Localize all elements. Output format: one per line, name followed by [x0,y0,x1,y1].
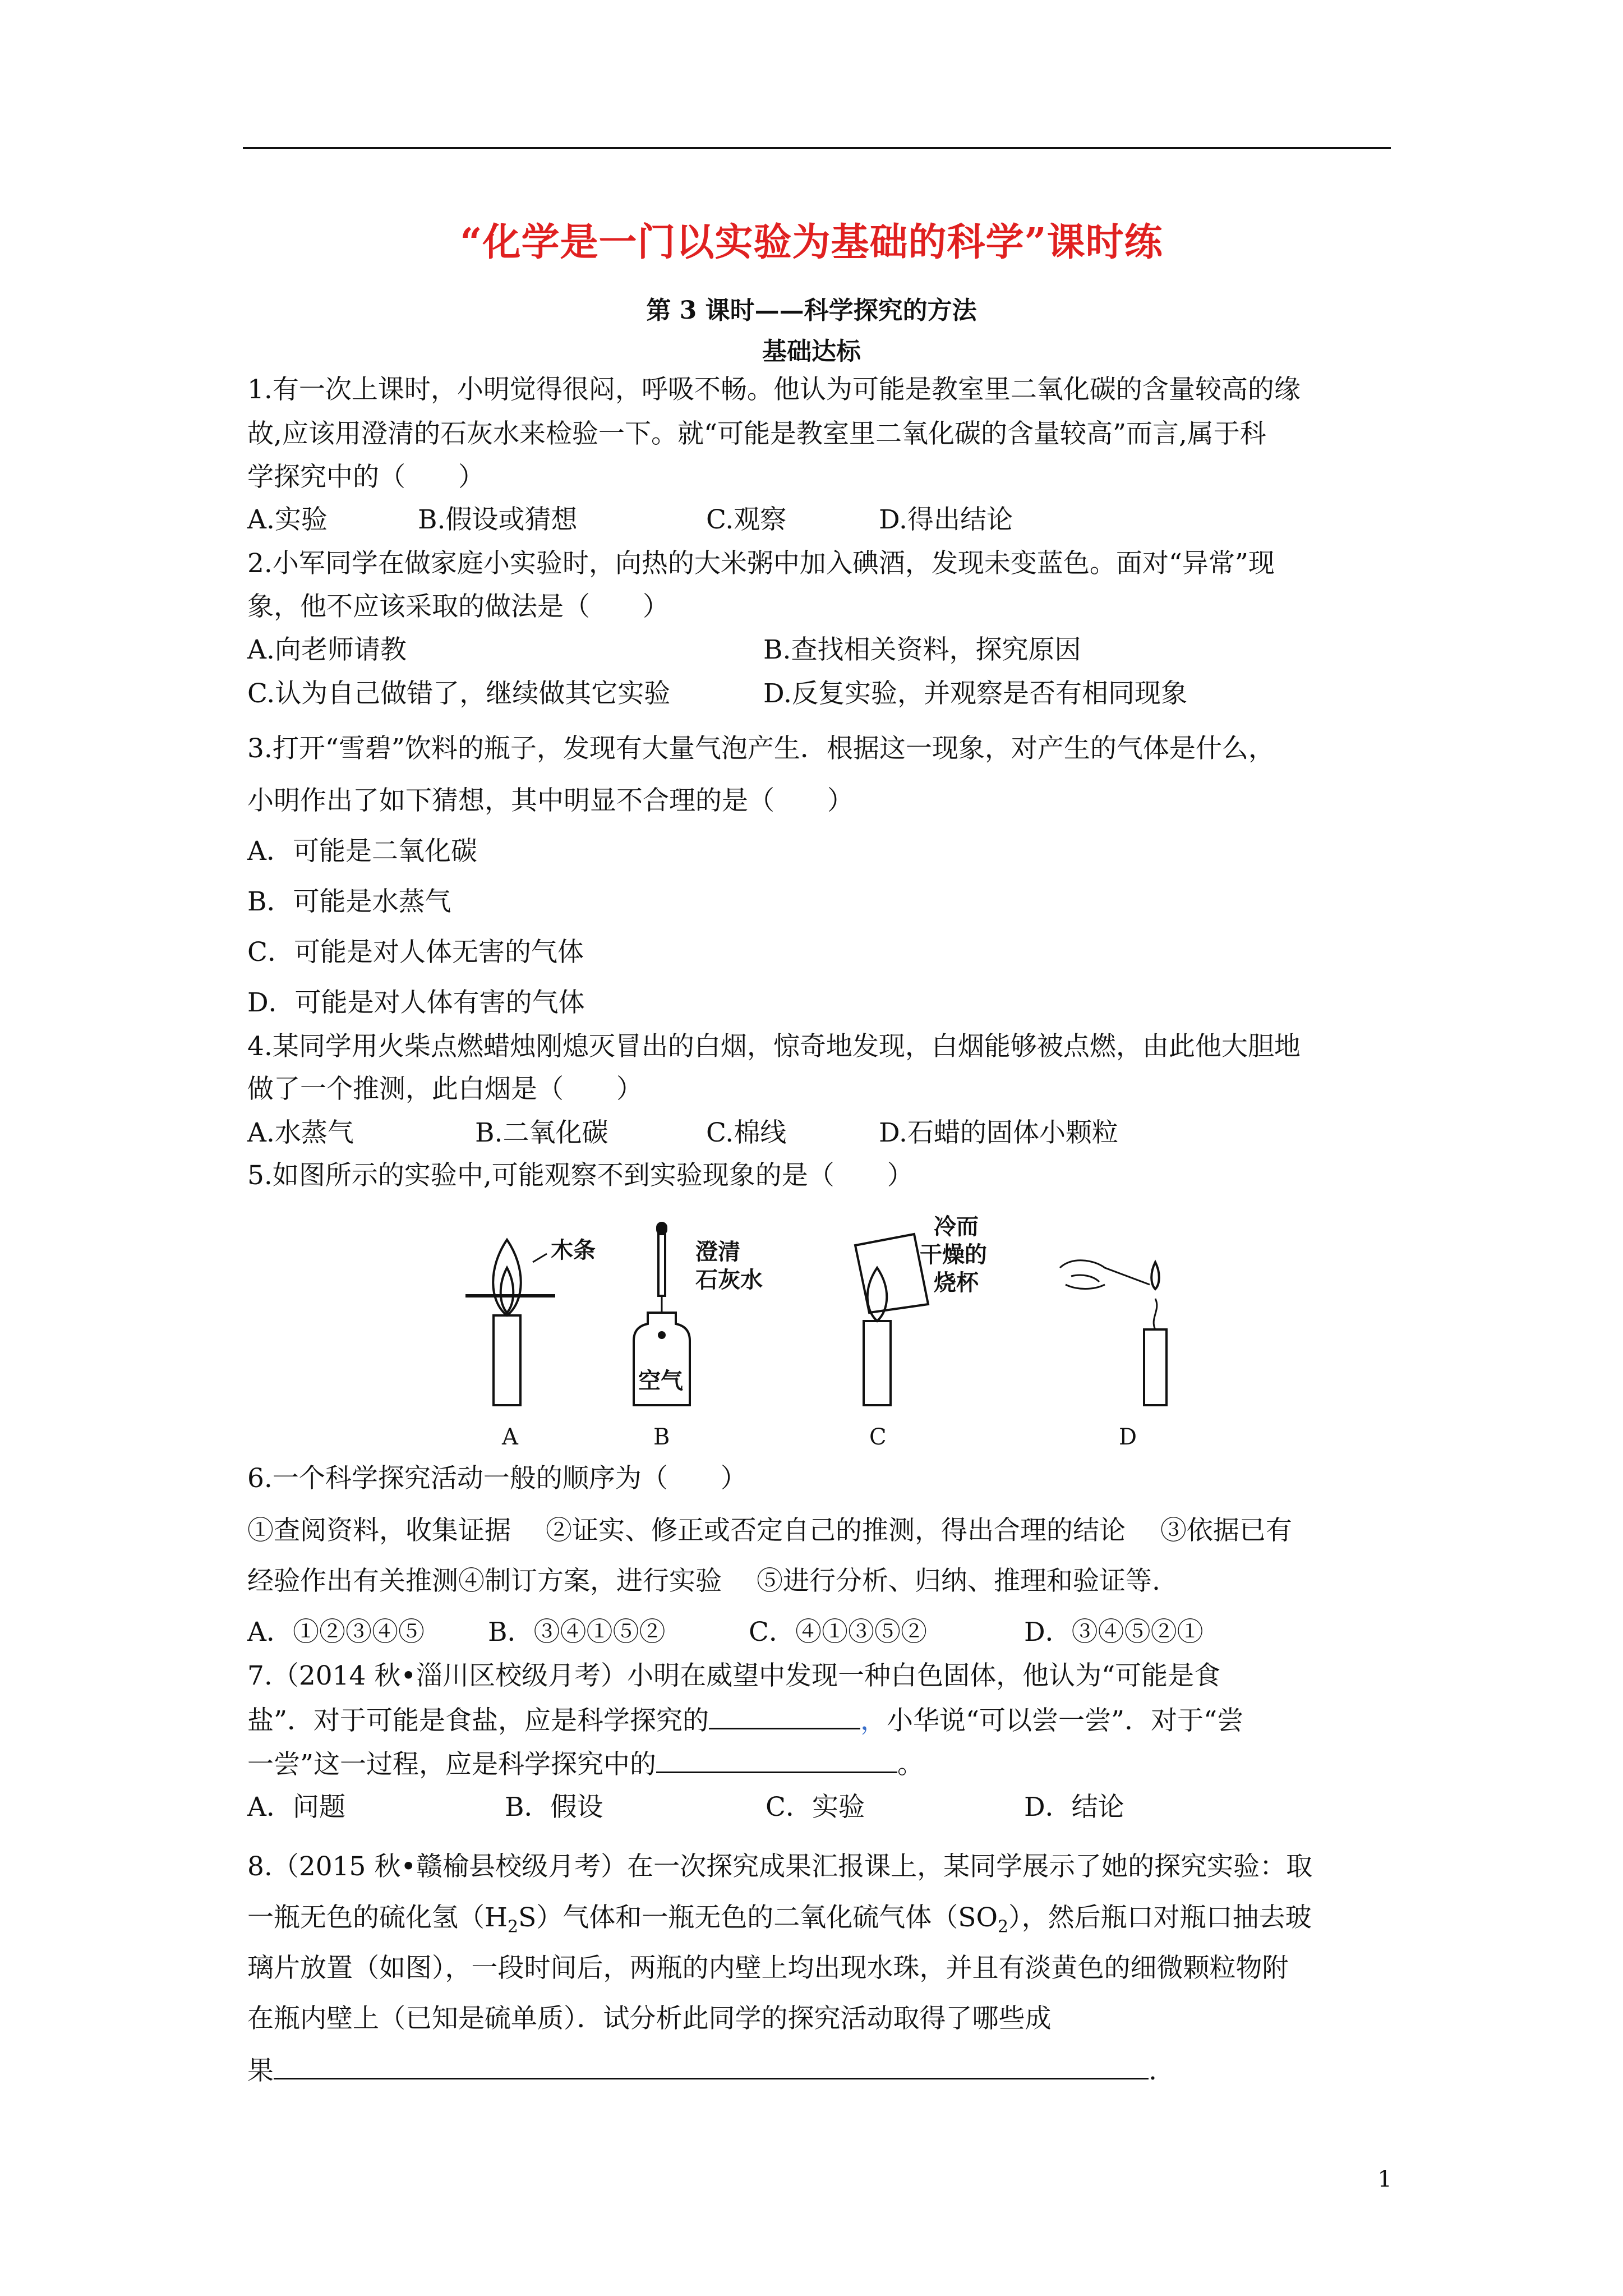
q8-line5: 果 . [247,2053,1157,2088]
q6-option-c: C．④①③⑤② [749,1617,927,1648]
q8-line2: 一瓶无色的硫化氢$(H_2S)$气体和一瓶无色的二氧化硫气体$(SO_2)$，然后瓶口对瓶口抽去玻 [247,1902,1312,1937]
label-limewater-2: 石灰水 [695,1268,763,1292]
lesson-subtitle: 第 3 课时——科学探究的方法 [646,296,977,325]
q8-line1: 8.（2015 秋•赣榆县校级月考）在一次探究成果汇报课上，某同学展示了她的探究实验：取 [247,1851,1313,1882]
q7-blank-1[interactable] [709,1703,860,1729]
figure-d [1060,1260,1166,1405]
figure-letter-b: B [653,1424,670,1450]
page-title: “化学是一门以实验为基础的科学”课时练 [460,220,1163,265]
figure-c [855,1234,928,1405]
q2-option-a: A.向老师请教 [247,634,407,665]
q8-line3: 璃片放置（如图），一段时间后，两瓶的内壁上均出现水珠，并且有淡黄色的细微颗粒物附 [247,1953,1289,1984]
q1-line2: 故,应该用澄清的石灰水来检验一下。就“可能是教室里二氧化碳的含量较高”而言,属于科 [247,418,1266,449]
experiment-figure [426,1206,1239,1453]
q6-option-b: B．③④①⑤② [488,1617,666,1648]
hand-icon [1060,1260,1150,1289]
smoke-icon [1154,1299,1157,1329]
q6-option-a: A．①②③④⑤ [247,1617,425,1648]
q3-option-a: A．可能是二氧化碳 [247,836,477,867]
label-wooden-stick: 木条 [551,1238,596,1263]
q4-option-a: A.水蒸气 [247,1117,354,1148]
q4-option-b: B.二氧化碳 [475,1117,608,1148]
q5-line1: 5.如图所示的实验中,可能观察不到实验现象的是（ ） [247,1160,914,1191]
q4-option-d: D.石蜡的固体小颗粒 [879,1117,1118,1148]
label-beaker-2: 干燥的 [920,1243,987,1267]
q6-line3: 经验作出有关推测④制订方案，进行实验 ⑤进行分析、归纳、推理和验证等. [247,1566,1160,1596]
q4-option-c: C.棉线 [706,1117,787,1148]
q2-line1: 2.小军同学在做家庭小实验时，向热的大米粥中加入碘酒，发现未变蓝色。面对“异常”现 [247,548,1275,579]
q4-line1: 4.某同学用火柴点燃蜡烛刚熄灭冒出的白烟，惊奇地发现，白烟能够被点燃，由此他大胆地 [247,1031,1301,1062]
q1-option-a: A.实验 [247,504,328,535]
label-beaker-3: 烧杯 [934,1271,979,1295]
page-number: 1 [1377,2166,1392,2192]
q6-line1: 6.一个科学探究活动一般的顺序为（ ） [247,1463,747,1494]
candle-c-icon [864,1321,891,1405]
label-air: 空气 [638,1369,683,1393]
q4-line2: 做了一个推测，此白烟是（ ） [247,1074,643,1105]
figure-letter-d: D [1119,1424,1137,1450]
q2-option-d: D.反复实验，并观察是否有相同现象 [763,678,1187,709]
q7-option-b: B．假设 [505,1792,603,1823]
q2-option-c: C.认为自己做错了，继续做其它实验 [247,678,671,709]
q1-option-d: D.得出结论 [879,504,1013,535]
figure-a [465,1240,555,1405]
q3-option-b: B．可能是水蒸气 [247,886,451,917]
beaker-icon [855,1234,928,1313]
dropper-bulb-icon [657,1223,666,1234]
q7-line2: 盐”．对于可能是食盐，应是科学探究的 ，小华说“可以尝一尝”．对于“尝 [247,1703,1243,1738]
label-limewater-1: 澄清 [695,1240,740,1264]
q3-option-c: C．可能是对人体无害的气体 [247,937,584,968]
q8-answer-blank[interactable] [274,2053,1149,2079]
q1-option-c: C.观察 [706,504,787,535]
q7-option-a: A．问题 [247,1792,345,1823]
label-beaker-1: 冷而 [934,1214,979,1239]
q7-option-c: C．实验 [766,1792,865,1823]
q2-line2: 象，他不应该采取的做法是（ ） [247,591,669,622]
q7-option-d: D．结论 [1024,1792,1124,1823]
figure-letter-c: C [869,1424,887,1450]
q2-option-b: B.查找相关资料，探究原因 [763,634,1081,665]
header-rule [243,147,1391,149]
q3-line2: 小明作出了如下猜想，其中明显不合理的是（ ） [247,785,854,816]
q6-line2: ①查阅资料，收集证据 ②证实、修正或否定自己的推测，得出合理的结论 ③依据已有 [247,1515,1292,1546]
q3-line1: 3.打开“雪碧”饮料的瓶子，发现有大量气泡产生．根据这一现象，对产生的气体是什么， [247,733,1275,764]
q6-option-d: D．③④⑤②① [1024,1617,1204,1648]
q8-line4: 在瓶内壁上（已知是硫单质）．试分析此同学的探究活动取得了哪些成 [247,2003,1052,2034]
flame-d-icon [1151,1262,1159,1289]
q1-line1: 1.有一次上课时，小明觉得很闷，呼吸不畅。他认为可能是教室里二氧化碳的含量较高的缘 [247,374,1301,405]
q7-line1: 7.（2014 秋•淄川区校级月考）小明在威望中发现一种白色固体，他认为“可能是食 [247,1660,1221,1691]
dropper-tube-icon [658,1234,665,1296]
figure-letter-a: A [502,1424,518,1450]
q7-blank-2[interactable] [656,1747,897,1773]
q1-line3: 学探究中的（ ） [247,462,485,493]
flame-a-icon [493,1240,521,1315]
q3-option-d: D．可能是对人体有害的气体 [247,987,585,1018]
candle-d-icon [1144,1329,1166,1405]
candle-a-icon [494,1315,520,1405]
q7-line3: 一尝”这一过程，应是科学探究中的 。 [247,1747,924,1782]
q1-option-b: B.假设或猜想 [418,504,578,535]
section-heading: 基础达标 [762,337,861,366]
